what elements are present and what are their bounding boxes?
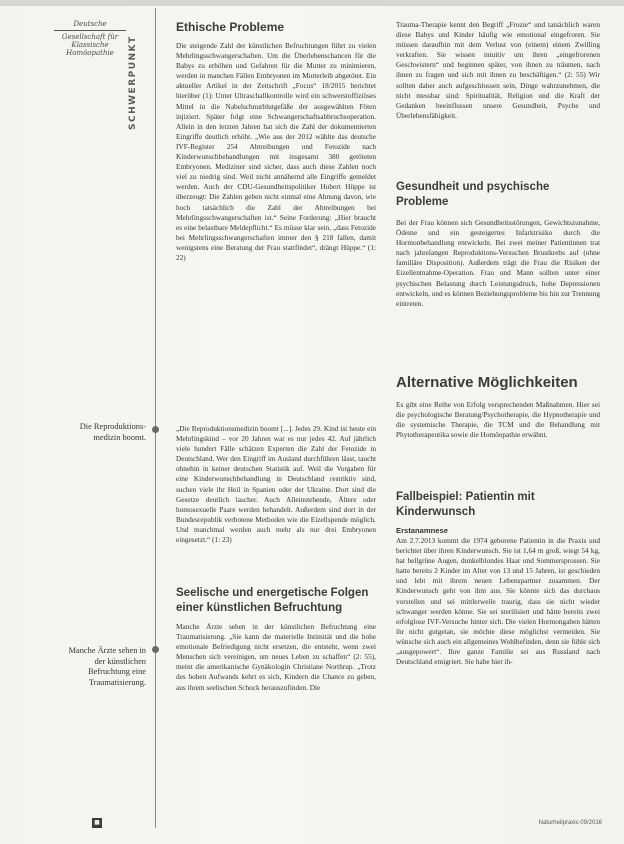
left-column-bottom bbox=[176, 586, 376, 693]
left-column-lower bbox=[176, 424, 376, 545]
margin-bullet bbox=[152, 646, 159, 653]
logo-rule bbox=[54, 30, 126, 31]
scan-edge bbox=[0, 0, 624, 6]
paragraph: Bei der Frau können sich Gesundheitsstörungen, Gewichtszunahme, Ödeme und ein gesteigertes Infarktrisiko durch die Hormonbehandlung entwickeln. Bei zwei meiner Patientinnen trat nach jahrelangen Reproduktions-Versuchen Brustkrebs auf (ohne familiäre Disposition). Außerdem trägt die Frau die Risiken der Eizellentnahme-Operation. Frau und Mann sollten unter einer psychischen Belastung durch Leistungsdruck, hohe Depressionen entwickeln, und es können Beziehungsprobleme bis hin zur Trennung eintreten. bbox=[396, 218, 600, 308]
paragraph: „Die Reproduktionsmedizin boomt [...]. Jedes 29. Kind ist heute ein Mehrlingskind – vor 20 Jahren war es nur jedes 42. Auf jährlich viele hundert Fälle schätzen Experten die Zahl der Fetozide in Deutschland. Wer den Eingriff im Ausland durchführen lässt, taucht ohnehin in keiner deutschen Statistik auf. Weil die Vorgaben für eine Kinderwunschbehandlung in Deutschland restriktiv sind, suchen viele ihr Heil in Spanien oder der Ukraine. Dort sind die Gesetze deutlich lascher. Auch Alleinstehende, Ältere oder homosexuelle Paare werden behandelt. Außerdem sind dort in der Bundesrepublik verbotene Methoden wie die Eizellspende möglich. Und manchmal werden auch mehr als nur drei Embryonen eingesetzt.“ (1: 23) bbox=[176, 424, 376, 545]
paragraph: Es gibt eine Reihe von Erfolg versprechenden Maßnahmen. Hier sei die psychologische Beratung/Psychotherapie, die Hypnotherapie und die systemische Therapie, die TCM und die Behandlung mit Phytotherapeutika sowie die Homöopathie erwähnt. bbox=[396, 400, 600, 440]
margin-note: Manche Ärzte sehen in der künstlichen Befruchtung eine Traumatisierung. bbox=[68, 646, 146, 687]
margin-divider bbox=[155, 8, 156, 828]
left-column bbox=[176, 20, 376, 263]
section-heading: Gesundheit und psychische Probleme bbox=[396, 181, 550, 208]
right-column-health bbox=[396, 180, 600, 309]
section-label-text: SCHWERPUNKT bbox=[128, 35, 138, 130]
footer-citation: Naturheilpraxis 09/2016 bbox=[538, 820, 602, 826]
journal-logo bbox=[40, 20, 140, 57]
paragraph: Trauma-Therapie kennt den Begriff „Frozie“ und tatsächlich waren diese Babys und Kinder häufig wie emotional eingefroren. Sie müssen daraufhin mit dem Verlust von (einem) einem Zwilling verkraften. Sie wissen intuitiv um ihren „eingefrorenen Geschwistern“ und beginnen später, von ihnen zu träumen, nach ihnen zu fragen und sich mit ihnen zu beschäftigen.“ (2: 55) Wir sollten daher auch aufgeschlossen sein, Dinge wahrzunehmen, die nicht messbar sind: Spiritualität, Religion und die Kraft der Gedanken beeinflussen unsere Gesundheit, Psyche und Überlebensfähigkeit. bbox=[396, 20, 600, 120]
logo-line-2: Gesellschaft für bbox=[61, 33, 119, 41]
section-label bbox=[128, 20, 154, 130]
right-column-case bbox=[396, 490, 600, 667]
paragraph: Manche Ärzte sehen in der künstlichen Befruchtung eine Traumatisierung. „Sie kann die materielle Intimität und die hohe emotionale Befriedigung nicht ersetzen, die entsteht, wenn zwei Menschen sich vereinigen, um neues Leben zu schaffen“ (2: 55), meint die amerikanische Gynäkologin Christiane Northrup. „Trotz des hohen Aufwands kehrt es sich, Kindern die Chance zu geben, aus ihrem seelischen Schock herauszufinden. Die bbox=[176, 622, 376, 692]
paragraph: Die steigende Zahl der künstlichen Befruchtungen führt zu vielen Mehrlingsschwangerschaften. Um die Überlebenschancen für die Babys zu erhöhen und Gefahren für die Mutter zu minimieren, werden in manchen Fällen Embryonen im Mutterleib abgetötet. Ein aktueller Artikel in der Zeitschrift „Focus“ 18/2015 berichtet hierüber (1): Unter Ultraschallkontrolle wird ein schwerstoffiziöses Mittel in die Nabelschnurblutgefäße der ausgewählten Föten injiziert. Später folgt eine Schwangerschaftsabbruchsoperation. Allein in den letzten Jahren hat sich die Zahl der dokumentierten Eingriffe deutlich erhöht. „Wie aus der 2012 wählte das deutsche IVF-Register 254 Abtreibungen und Fetozide nach Kinderwunschbehandlungen mit insgesamt 380 getöteten Embryonen. Mediziner sind sicher, dass auch diese Zahlen noch viel zu niedrig sind. Weil nicht annähernd alle Eingriffe gemeldet werden. Auch der CDU-Gesundheitspolitiker Hubert Hüppe ist überzeugt: Die Zahlen geben nicht einmal eine Ahnung davon, wie hoch tatsächlich die Zahl der Abtreibungen bei Mehrlingsschwangerschaften ist.“ Seine Forderung: „Hier braucht es eine belastbare Meldepflicht.“ Es müsse klar sein, „dass Fetozide bei Mehrlingsschwangerschaften immer den § 218 fallen, damit wenigstens eine Beratung der Frau stattfindet“, drängt Hüppe.“ (1: 22) bbox=[176, 41, 376, 262]
section-heading: Seelische und energetische Folgen einer künstlichen Befruchtung bbox=[176, 587, 369, 614]
margin-note: Die Reproduktions-medizin boomt. bbox=[79, 422, 146, 442]
subheading: Erstanamnese bbox=[396, 526, 448, 535]
logo-line-3: Klassische bbox=[71, 41, 109, 49]
section-heading: Fallbeispiel: Patientin mit Kinderwunsch bbox=[396, 491, 535, 518]
right-column bbox=[396, 20, 600, 121]
section-heading: Alternative Möglichkeiten bbox=[396, 374, 578, 391]
section-heading: Ethische Probleme bbox=[176, 20, 285, 34]
page-marker-icon: ■ bbox=[92, 818, 102, 828]
logo-line-1: Deutsche bbox=[73, 20, 107, 28]
logo-line-4: Homöopathie bbox=[66, 49, 114, 57]
right-column-alternatives bbox=[396, 374, 600, 440]
margin-bullet bbox=[152, 426, 159, 433]
paragraph: Am 2.7.2013 kommt die 1974 geborene Patientin in die Praxis und berichtet über ihren Kinderwunsch. Sie ist 1,64 m groß, wiegt 54 kg, hat hellgrüne Augen, dunkelblondes Haar und Sommersprossen. Sie hatte bereits 2 Kinder im Alter von 13 und 15 Jahren, ist geschieden und lebt mit ihrem neuen Lebenspartner zusammen. Der Kinderwunsch geht von ihm aus. Sie könnte sich das durchaus vorstellen und sei mittlerweile traurig, dass sie nicht wieder schwanger werden könne. Sie sei sterilisiert und hätte bereits zwei erfolglose IVF-Versuche hinter sich. Die vielen Hormongaben hätten ihr nicht gutgetan, sie möchte diese möglichst vermeiden. Sie wünsche sich auch ein allgemeines Wohlbefinden, denn sie fühle sich „ausgepowert“. Ihre ganze Familie sei aus Russland nach Deutschland emigriert. Sie habe hier ih- bbox=[396, 536, 600, 667]
